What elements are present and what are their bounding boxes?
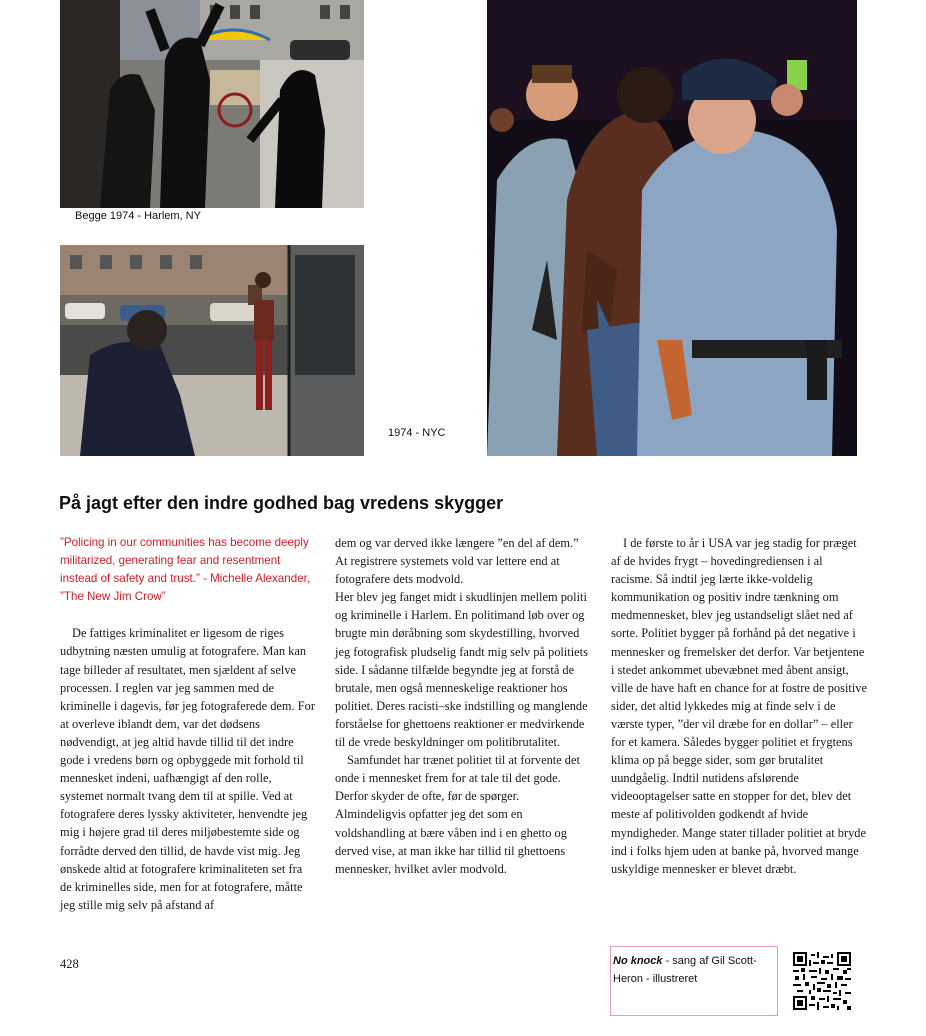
- paragraph: Samfundet har trænet politiet til at forvente det onde i mennesket frem for at tale til det gode. Derfor skyder de ofte, før de spørger. Almindeligvis opfatter jeg det som en voldshandling at bære våben ind i en ghetto og derved vise, at man ikke har tillid til ghettoens mennesker, hvilket avler modvold.: [335, 753, 580, 876]
- photo-caption-harlem: Begge 1974 - Harlem, NY: [75, 210, 201, 222]
- paragraph: I de første to år i USA var jeg stadig for præget af de hvides frygt – hovedingrediensen i al racisme. Så indtil jeg lærte ikke-voldelig kommunikation og positiv indre tænkning om medmennesket, blev jeg ustandseligt slået ned af sorte. Politiet bygger på forhånd på det negative i mennesker og fremelsker det derfor. Var betjentene i stedet ankommet ubevæbnet med åbent ansigt, ville de have haft en chance for at fostre de positive sider, det altid lykkedes mig at finde selv i de værste typer, ”der vil dræbe for en dollar” – eller for et kamera. Således bygger politiet et frygtens klima op på begge sider, som gør brutalitet uundgåelig. Indtil nutidens afslørende videooptagelser satte en stopper for det, blev det meste af politivolden godkendt af hvide myndigheder. Mange stater tillader politiet at bryde ind i folks hjem uden at banke på, hvorved mange uskyldige mennesker er blevet dræbt.: [611, 536, 867, 876]
- song-note-box: [610, 946, 778, 1016]
- photo-nyc-arrest: [487, 0, 857, 456]
- song-note-text: - sang af Gil Scott-Heron - illustreret: [613, 955, 757, 985]
- qr-code-icon[interactable]: [793, 952, 851, 1010]
- paragraph: Her blev jeg fanget midt i skudlinjen mellem politi og kriminelle i Harlem. En politimand løb over og brugte min døråbning som skydestilling, hvorved jeg fotografisk pludselig fandt mig selv på politiets side. I sådanne tilfælde begyndte jeg at forstå de brutale, men også menneskelige reaktioner hos politiet. Deres racisti–ske indstilling og manglende forståelse for ghettoens reaktioner er medvirkende til de vrede beskyldninger om politibrutalitet.: [335, 590, 588, 750]
- pull-quote: ”Policing in our communities has become deeply militarized, generating fear and resentment instead of safety and trust.” - Michelle Alexander, ”The New Jim Crow”: [60, 536, 311, 604]
- paragraph: dem og var derved ikke længere ”en del af dem.” At registrere systemets vold var lettere end at fotografere dets modvold.: [335, 536, 579, 587]
- text-column-1: [60, 534, 315, 914]
- article-heading: På jagt efter den indre godhed bag vredens skygger: [59, 493, 504, 513]
- photo-harlem-street: [60, 245, 364, 456]
- text-column-2: [335, 534, 591, 878]
- page-number: 428: [60, 957, 79, 971]
- text-column-3: [611, 534, 867, 878]
- photo-caption-nyc: 1974 - NYC: [388, 427, 446, 439]
- photo-harlem-frisk: [60, 0, 364, 208]
- paragraph: De fattiges kriminalitet er ligesom de riges udbytning næsten umulig at fotografere. Man kan tage billeder af resultatet, men sjældent af selve processen. I reglen var jeg sammen med de kriminelle i dagevis, før jeg fotograferede dem. For at overleve iblandt dem, var det dødsens nødvendigt, at jeg altid havde tillid til det indre gode i vredens børn og opbyggede mit forhold til mennesket indeni, uafhængigt af den rolle, systemet normalt tvang dem til at spille. Ved at fotografere deres lyssky aktiviteter, henvendte jeg mig i højere grad til deres miljøbestemte side og forrådte derved den tillid, de havde vist mig. Jeg ønskede altid at fotografere kriminaliteten set fra de kriminelles side, men for at fotografere, måtte jeg stille mig selv på afstand af: [60, 626, 315, 912]
- song-title: No knock: [613, 955, 663, 967]
